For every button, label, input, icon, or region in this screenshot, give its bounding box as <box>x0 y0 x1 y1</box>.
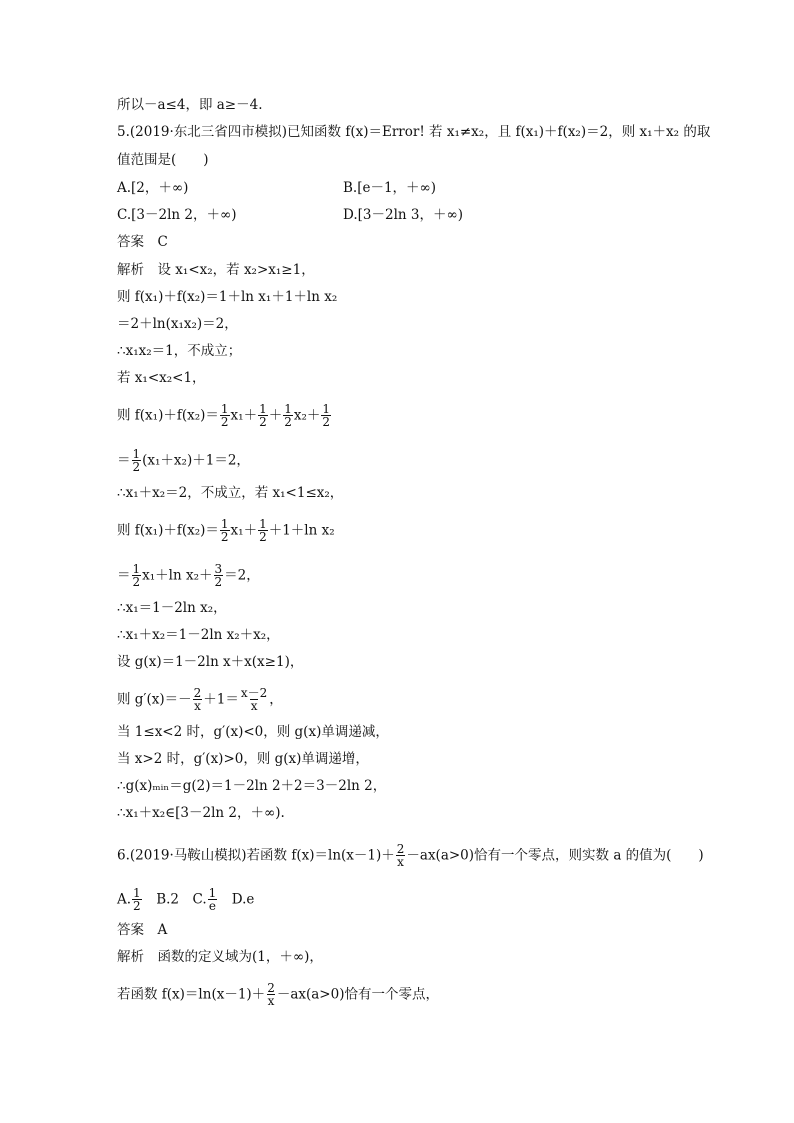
fraction-denominator: x <box>250 699 258 713</box>
solution-text: ＝ <box>117 567 131 584</box>
solution-text: 则 f(x₁)＋f(x₂)＝ <box>117 522 219 539</box>
fraction-numerator: 3 <box>214 562 223 576</box>
fraction-numerator: 1 <box>220 402 229 416</box>
option-a-label: A. <box>117 891 132 908</box>
solution-line: ＝2＋ln(x₁x₂)＝2， <box>117 316 238 332</box>
fraction-numerator: 1 <box>132 562 141 576</box>
question-6-options <box>117 887 254 912</box>
solution-text: ＋ <box>268 407 283 424</box>
solution-line: ∴g(x)ₘᵢₙ＝g(2)＝1－2ln 2＋2＝3－2ln 2， <box>117 778 387 794</box>
question-text: －ax(a>0)恰有一个零点，则实数 a 的值为( ) <box>406 847 704 864</box>
solution-text: ＝2， <box>224 567 260 584</box>
fraction <box>283 403 293 428</box>
solution-line <box>117 982 439 1007</box>
solution-text: ＋1＝ <box>203 691 239 708</box>
solution-line <box>117 403 332 428</box>
fraction <box>396 843 406 868</box>
solution-line: 若 x₁<x₂<1， <box>117 370 206 386</box>
solution-text: ＋1＋ln x₂ <box>268 522 335 539</box>
solution-text: x₁＋ln x₂＋ <box>142 567 213 584</box>
solution-line: 当 1≤x<2 时，g′(x)<0，则 g(x)单调递减， <box>117 724 389 740</box>
fraction-denominator: 2 <box>322 415 331 429</box>
option-d-label: D.e <box>231 891 255 908</box>
fraction-denominator: 2 <box>133 899 141 913</box>
solution-line <box>117 518 335 543</box>
fraction-denominator: x <box>397 855 404 869</box>
fraction-numerator: 1 <box>220 517 229 531</box>
option-c: C.[3－2ln 2，＋∞) <box>117 207 237 223</box>
fraction <box>220 403 230 428</box>
option-text <box>218 892 232 908</box>
question-6-stem <box>117 843 704 868</box>
fraction <box>240 687 268 712</box>
fraction-numerator: 1 <box>208 886 217 900</box>
fraction-numerator: 1 <box>132 447 141 461</box>
solution-text: －ax(a>0)恰有一个零点， <box>276 986 439 1003</box>
fraction <box>258 518 268 543</box>
question-text: 6.(2019·马鞍山模拟)若函数 f(x)＝ln(x－1)＋ <box>117 847 395 864</box>
answer-label: 答案 A <box>117 922 168 938</box>
option-d: D.[3－2ln 3，＋∞) <box>343 207 463 223</box>
fraction <box>266 982 276 1007</box>
fraction-denominator: 2 <box>259 415 267 429</box>
fraction-numerator: 1 <box>259 517 267 531</box>
solution-text: 若函数 f(x)＝ln(x－1)＋ <box>117 986 266 1003</box>
text-line: 所以－a≤4，即 a≥－4. <box>117 97 263 113</box>
fraction-denominator: 2 <box>214 575 223 589</box>
fraction <box>132 887 142 912</box>
fraction-denominator: x <box>267 994 275 1008</box>
fraction-denominator: 2 <box>284 415 292 429</box>
fraction-numerator: 1 <box>259 402 267 416</box>
fraction <box>132 448 142 473</box>
fraction-denominator: x <box>194 699 201 713</box>
solution-text: ， <box>269 691 283 708</box>
fraction <box>208 887 218 912</box>
solution-line: ∴x₁＋x₂＝2，不成立，若 x₁<1≤x₂， <box>117 485 344 501</box>
solution-text: x₁＋ <box>230 522 258 539</box>
solution-line: 则 f(x₁)＋f(x₂)＝1＋ln x₁＋1＋ln x₂ <box>117 289 338 305</box>
solution-line: 解析 设 x₁<x₂，若 x₂>x₁≥1， <box>117 262 315 278</box>
solution-line: 设 g(x)＝1－2ln x＋x(x≥1)， <box>117 654 304 670</box>
solution-line: ∴x₁x₂＝1，不成立； <box>117 343 242 359</box>
solution-line <box>117 687 283 712</box>
fraction <box>132 563 142 588</box>
solution-text: (x₁＋x₂)＋1＝2， <box>142 452 250 469</box>
fraction-denominator: 2 <box>132 460 141 474</box>
solution-text: 则 f(x₁)＋f(x₂)＝ <box>117 407 219 424</box>
fraction-numerator: 1 <box>133 886 141 900</box>
fraction-denominator: 2 <box>220 530 229 544</box>
question-5-stem-cont: 值范围是( ) <box>117 152 209 168</box>
fraction-numerator: 2 <box>267 981 275 995</box>
solution-line: 当 x>2 时，g′(x)>0，则 g(x)单调递增， <box>117 751 369 767</box>
fraction <box>220 518 230 543</box>
fraction <box>321 403 331 428</box>
fraction <box>258 403 268 428</box>
option-text: B.2 C. <box>156 891 207 908</box>
solution-line: ∴x₁＋x₂＝1－2ln x₂＋x₂， <box>117 627 280 643</box>
fraction <box>214 563 224 588</box>
fraction-numerator: 1 <box>284 402 292 416</box>
fraction-numerator: 1 <box>322 402 331 416</box>
fraction-denominator: 2 <box>132 575 141 589</box>
fraction-denominator: 2 <box>259 530 267 544</box>
solution-text: x₂＋ <box>293 407 321 424</box>
option-a: A.[2，＋∞) <box>117 180 189 196</box>
solution-line <box>117 563 260 588</box>
fraction-numerator: 2 <box>193 686 202 700</box>
option-b: B.[e－1，＋∞) <box>343 180 437 196</box>
solution-line <box>117 448 250 473</box>
fraction-denominator: e <box>208 899 217 913</box>
fraction-numerator: x－2 <box>240 686 268 700</box>
option-text <box>143 892 157 908</box>
question-5-stem: 5.(2019·东北三省四市模拟)已知函数 f(x)＝Error! 若 x₁≠x₂，且 f(x₁)＋f(x₂)＝2，则 x₁＋x₂ 的取 <box>117 124 711 140</box>
answer-label: 答案 C <box>117 234 168 250</box>
solution-line: ∴x₁＋x₂∈[3－2ln 2，＋∞). <box>117 805 285 821</box>
fraction-denominator: 2 <box>220 415 229 429</box>
solution-text: x₁＋ <box>230 407 258 424</box>
solution-line: 解析 函数的定义域为(1，＋∞)， <box>117 949 323 965</box>
fraction <box>193 687 203 712</box>
solution-text: 则 g′(x)＝－ <box>117 691 192 708</box>
solution-text: ＝ <box>117 452 131 469</box>
fraction-numerator: 2 <box>396 842 405 856</box>
solution-line: ∴x₁＝1－2ln x₂， <box>117 600 227 616</box>
